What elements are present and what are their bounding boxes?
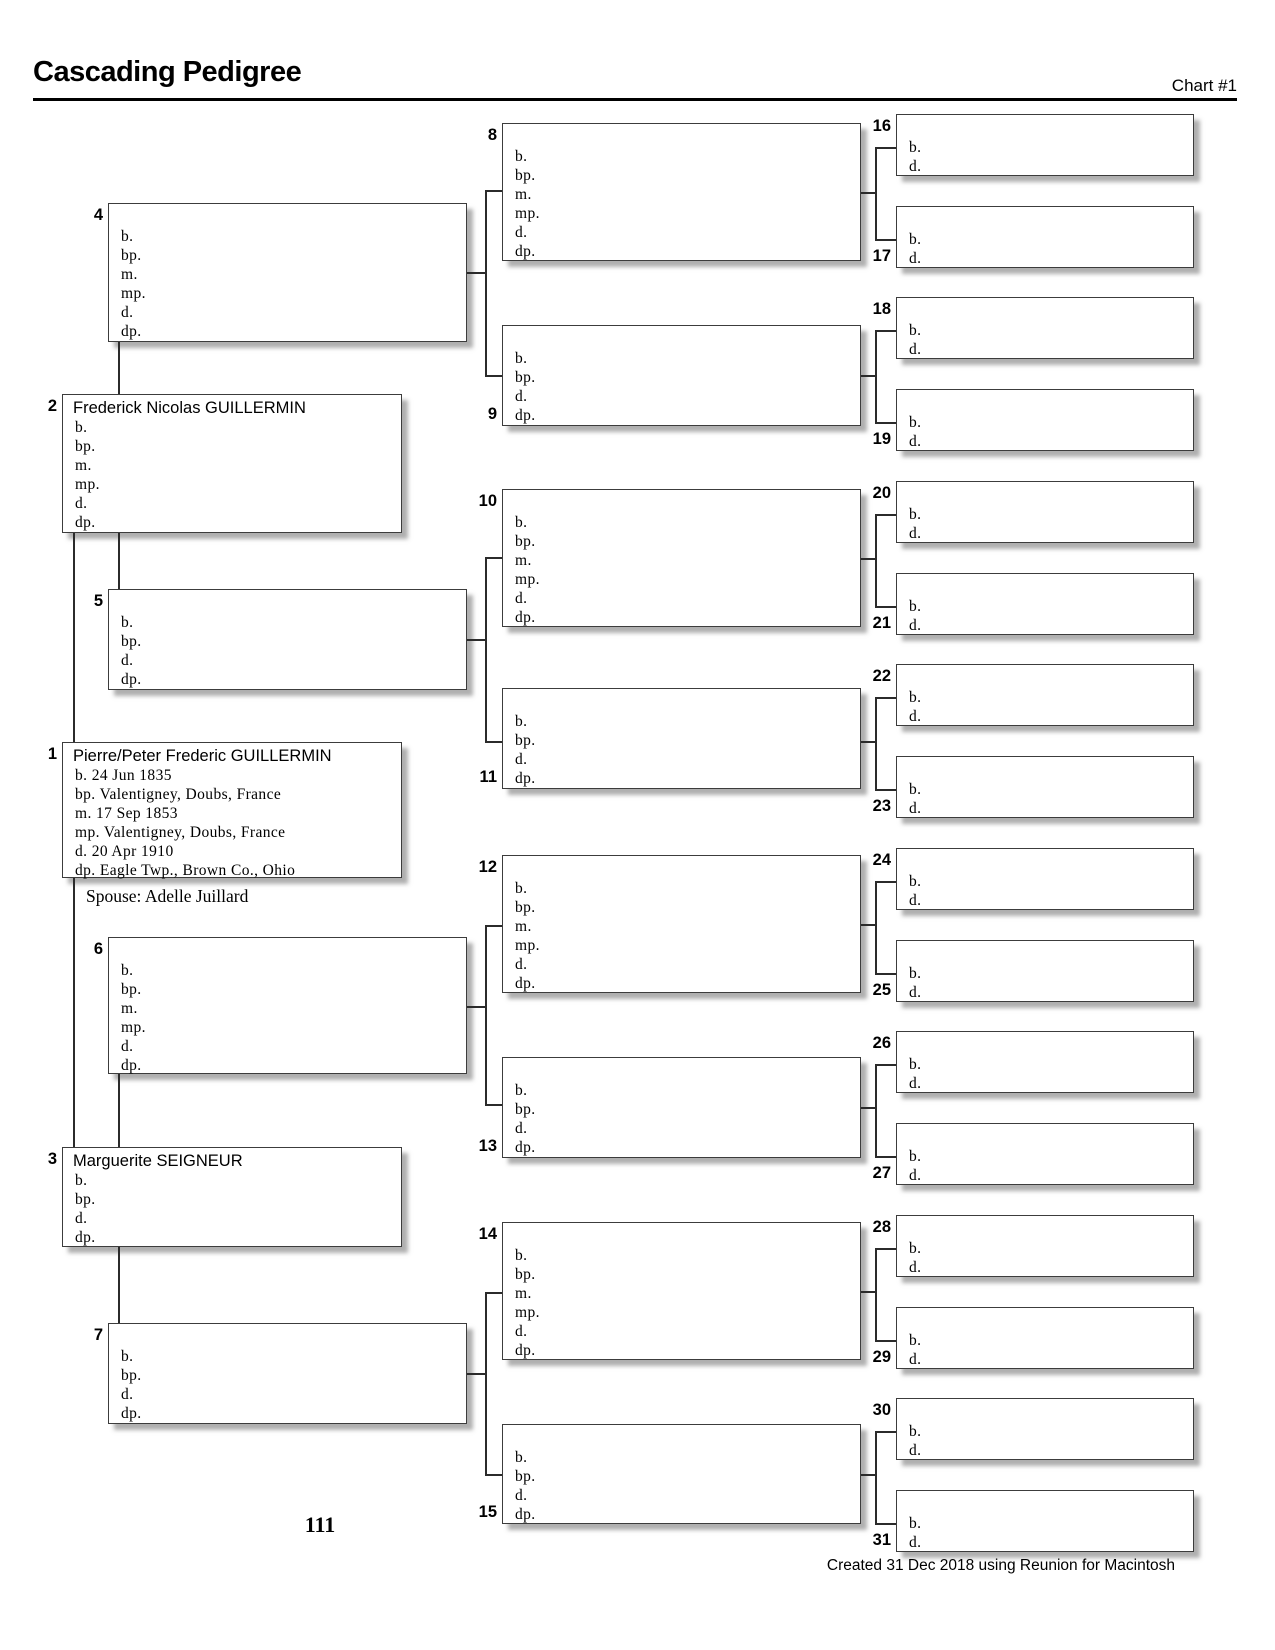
person-field-6-3: mp. [121,1019,146,1036]
person-name-3: Marguerite SEIGNEUR [73,1152,243,1170]
person-name-23 [897,757,1193,780]
person-field-7-0: b. [121,1348,134,1365]
person-name-13 [503,1058,860,1081]
person-field-4-2: m. [121,266,138,283]
person-number-27: 27 [872,1164,891,1182]
person-field-14-5: dp. [515,1342,536,1359]
person-number-14: 14 [478,1225,497,1243]
connector-line [485,741,502,743]
person-box-22 [896,664,1194,726]
person-box-12 [502,855,861,993]
connector-line [467,1006,485,1008]
connector-line [73,533,75,742]
person-number-25: 25 [872,981,891,999]
person-number-9: 9 [487,405,497,423]
person-field-10-4: d. [515,590,528,607]
person-box-2 [62,394,402,533]
person-field-17-1: d. [909,250,922,267]
person-field-9-2: d. [515,388,528,405]
person-field-19-0: b. [909,414,922,431]
person-number-16: 16 [872,117,891,135]
person-number-5: 5 [93,592,103,610]
person-box-5 [108,589,467,690]
person-field-2-1: bp. [75,438,96,455]
person-box-25 [896,940,1194,1002]
connector-line [875,1248,896,1250]
person-box-16 [896,114,1194,176]
person-field-14-4: d. [515,1323,528,1340]
person-field-13-2: d. [515,1120,528,1137]
person-field-7-1: bp. [121,1367,142,1384]
person-field-5-3: dp. [121,671,142,688]
person-field-16-0: b. [909,139,922,156]
connector-line [875,1064,877,1156]
person-field-15-3: dp. [515,1506,536,1523]
title-rule [33,98,1237,101]
person-field-2-2: m. [75,457,92,474]
person-name-31 [897,1491,1193,1514]
person-field-28-1: d. [909,1259,922,1276]
person-field-9-1: bp. [515,369,536,386]
person-field-11-0: b. [515,713,528,730]
person-field-26-1: d. [909,1075,922,1092]
person-name-24 [897,849,1193,872]
person-box-19 [896,389,1194,451]
person-name-26 [897,1032,1193,1055]
person-box-13 [502,1057,861,1158]
person-field-29-0: b. [909,1332,922,1349]
person-name-21 [897,574,1193,597]
person-field-6-0: b. [121,962,134,979]
connector-line [875,1431,877,1523]
person-field-27-1: d. [909,1167,922,1184]
person-field-16-1: d. [909,158,922,175]
person-field-1-0: b. 24 Jun 1835 [75,767,172,784]
connector-line [875,881,896,883]
person-number-26: 26 [872,1034,891,1052]
person-number-22: 22 [872,667,891,685]
person-number-31: 31 [872,1531,891,1549]
person-field-20-1: d. [909,525,922,542]
person-field-12-5: dp. [515,975,536,992]
connector-line [485,1292,487,1474]
person-field-6-5: dp. [121,1057,142,1074]
person-field-10-0: b. [515,514,528,531]
person-field-1-2: m. 17 Sep 1853 [75,805,178,822]
person-name-22 [897,665,1193,688]
person-field-12-1: bp. [515,899,536,916]
person-number-18: 18 [872,300,891,318]
spouse-note: Spouse: Adelle Juillard [86,886,249,906]
person-number-29: 29 [872,1348,891,1366]
connector-line [861,1291,875,1293]
person-field-12-0: b. [515,880,528,897]
connector-line [861,1474,875,1476]
person-field-11-2: d. [515,751,528,768]
person-field-8-1: bp. [515,167,536,184]
connector-line [875,1431,896,1433]
person-field-4-1: bp. [121,247,142,264]
connector-line [875,1248,877,1340]
person-field-3-3: dp. [75,1229,96,1246]
connector-line [485,190,502,192]
person-field-10-2: m. [515,552,532,569]
person-field-5-1: bp. [121,633,142,650]
person-field-18-0: b. [909,322,922,339]
person-name-18 [897,298,1193,321]
person-name-28 [897,1216,1193,1239]
person-field-13-1: bp. [515,1101,536,1118]
person-name-27 [897,1124,1193,1147]
person-box-1 [62,742,402,878]
person-field-17-0: b. [909,231,922,248]
connector-line [875,330,896,332]
person-field-14-3: mp. [515,1304,540,1321]
person-name-19 [897,390,1193,413]
person-field-31-1: d. [909,1534,922,1551]
person-name-7 [109,1324,466,1347]
person-field-1-1: bp. Valentigney, Doubs, France [75,786,282,803]
connector-line [485,1292,502,1294]
person-field-18-1: d. [909,341,922,358]
person-box-23 [896,756,1194,818]
person-field-25-0: b. [909,965,922,982]
person-field-4-4: d. [121,304,134,321]
connector-line [875,239,896,241]
person-name-6 [109,938,466,961]
connector-line [73,878,75,1147]
person-field-30-1: d. [909,1442,922,1459]
person-name-4 [109,204,466,227]
person-name-25 [897,941,1193,964]
person-field-14-0: b. [515,1247,528,1264]
person-field-8-3: mp. [515,205,540,222]
connector-line [875,1340,896,1342]
connector-line [875,147,896,149]
connector-line [118,342,120,394]
connector-line [875,789,896,791]
person-box-27 [896,1123,1194,1185]
person-box-21 [896,573,1194,635]
connector-line [485,190,487,375]
connector-line [467,639,485,641]
footer-credit: Created 31 Dec 2018 using Reunion for Macintosh [826,1557,1175,1574]
person-field-10-5: dp. [515,609,536,626]
connector-line [118,1074,120,1147]
person-box-18 [896,297,1194,359]
person-number-24: 24 [872,851,891,869]
person-field-8-4: d. [515,224,528,241]
person-box-15 [502,1424,861,1524]
person-name-12 [503,856,860,879]
person-field-31-0: b. [909,1515,922,1532]
person-number-8: 8 [487,126,497,144]
person-field-29-1: d. [909,1351,922,1368]
person-field-6-1: bp. [121,981,142,998]
person-number-4: 4 [93,206,103,224]
person-name-1: Pierre/Peter Frederic GUILLERMIN [73,747,332,765]
person-field-4-5: dp. [121,323,142,340]
person-field-23-1: d. [909,800,922,817]
connector-line [875,1156,896,1158]
person-field-1-3: mp. Valentigney, Doubs, France [75,824,286,841]
connector-line [118,1247,120,1323]
person-field-11-1: bp. [515,732,536,749]
person-field-21-0: b. [909,598,922,615]
connector-line [875,697,877,789]
person-field-7-3: dp. [121,1405,142,1422]
person-field-19-1: d. [909,433,922,450]
person-number-3: 3 [47,1150,57,1168]
person-name-5 [109,590,466,613]
person-number-15: 15 [478,1503,497,1521]
connector-line [875,514,896,516]
connector-line [861,558,875,560]
person-box-28 [896,1215,1194,1277]
person-number-1: 1 [47,745,57,763]
person-box-7 [108,1323,467,1424]
person-field-10-1: bp. [515,533,536,550]
connector-line [875,973,896,975]
person-field-12-3: mp. [515,937,540,954]
person-number-6: 6 [93,940,103,958]
person-field-25-1: d. [909,984,922,1001]
person-name-11 [503,689,860,712]
chart-number-label: Chart #1 [1171,76,1237,95]
connector-line [875,1523,896,1525]
person-field-8-5: dp. [515,243,536,260]
connector-line [485,557,502,559]
person-name-10 [503,490,860,513]
page-title: Cascading Pedigree [33,56,302,88]
connector-line [485,925,502,927]
person-number-30: 30 [872,1401,891,1419]
person-number-20: 20 [872,484,891,502]
person-name-14 [503,1223,860,1246]
person-number-11: 11 [479,768,497,786]
connector-line [485,1104,502,1106]
person-box-8 [502,123,861,261]
person-field-5-0: b. [121,614,134,631]
person-box-11 [502,688,861,789]
person-box-3 [62,1147,402,1247]
person-field-8-0: b. [515,148,528,165]
connector-line [485,375,502,377]
person-field-1-5: dp. Eagle Twp., Brown Co., Ohio [75,862,296,879]
person-box-6 [108,937,467,1074]
person-field-14-1: bp. [515,1266,536,1283]
person-field-3-0: b. [75,1172,88,1189]
person-number-10: 10 [478,492,497,510]
person-name-15 [503,1425,860,1448]
person-box-4 [108,203,467,342]
person-number-17: 17 [872,247,891,265]
person-field-2-3: mp. [75,476,100,493]
person-field-30-0: b. [909,1423,922,1440]
person-field-3-1: bp. [75,1191,96,1208]
person-field-6-4: d. [121,1038,134,1055]
connector-line [861,192,875,194]
connector-line [875,422,896,424]
connector-line [485,557,487,741]
connector-line [875,697,896,699]
person-number-12: 12 [478,858,497,876]
person-field-9-3: dp. [515,407,536,424]
person-field-26-0: b. [909,1056,922,1073]
person-field-22-1: d. [909,708,922,725]
person-field-4-0: b. [121,228,134,245]
person-field-10-3: mp. [515,571,540,588]
person-field-13-0: b. [515,1082,528,1099]
person-number-23: 23 [872,797,891,815]
person-field-11-3: dp. [515,770,536,787]
person-field-2-0: b. [75,419,88,436]
person-field-21-1: d. [909,617,922,634]
person-box-20 [896,481,1194,543]
connector-line [861,1107,875,1109]
person-name-2: Frederick Nicolas GUILLERMIN [73,399,306,417]
person-field-22-0: b. [909,689,922,706]
connector-line [485,925,487,1104]
connector-line [118,533,120,589]
person-field-28-0: b. [909,1240,922,1257]
person-field-8-2: m. [515,186,532,203]
person-field-23-0: b. [909,781,922,798]
person-field-12-2: m. [515,918,532,935]
person-box-26 [896,1031,1194,1093]
connector-line [875,330,877,422]
person-box-29 [896,1307,1194,1369]
person-number-28: 28 [872,1218,891,1236]
person-field-2-5: dp. [75,514,96,531]
person-field-5-2: d. [121,652,134,669]
person-number-21: 21 [872,614,891,632]
person-name-16 [897,115,1193,138]
person-field-20-0: b. [909,506,922,523]
connector-line [861,375,875,377]
person-number-13: 13 [478,1137,497,1155]
person-field-15-2: d. [515,1487,528,1504]
person-field-14-2: m. [515,1285,532,1302]
person-box-30 [896,1398,1194,1460]
person-field-15-1: bp. [515,1468,536,1485]
person-field-2-4: d. [75,495,88,512]
person-field-4-3: mp. [121,285,146,302]
person-field-1-4: d. 20 Apr 1910 [75,843,174,860]
person-field-7-2: d. [121,1386,134,1403]
person-box-24 [896,848,1194,910]
connector-line [875,147,877,239]
person-field-12-4: d. [515,956,528,973]
connector-line [467,272,485,274]
person-field-24-1: d. [909,892,922,909]
person-field-24-0: b. [909,873,922,890]
person-number-2: 2 [47,397,57,415]
connector-line [485,1474,502,1476]
connector-line [875,881,877,973]
person-name-20 [897,482,1193,505]
person-field-3-2: d. [75,1210,88,1227]
connector-line [467,1373,485,1375]
person-name-9 [503,326,860,349]
person-number-19: 19 [872,430,891,448]
connector-line [875,514,877,606]
connector-line [875,606,896,608]
person-box-10 [502,489,861,627]
connector-line [875,1064,896,1066]
person-name-17 [897,207,1193,230]
person-box-31 [896,1490,1194,1552]
person-field-13-3: dp. [515,1139,536,1156]
person-box-9 [502,325,861,426]
connector-line [861,924,875,926]
person-field-9-0: b. [515,350,528,367]
person-field-15-0: b. [515,1449,528,1466]
person-number-7: 7 [93,1326,103,1344]
person-field-27-0: b. [909,1148,922,1165]
page-number: 111 [304,1512,336,1537]
person-name-29 [897,1308,1193,1331]
person-box-17 [896,206,1194,268]
person-name-30 [897,1399,1193,1422]
person-field-6-2: m. [121,1000,138,1017]
person-box-14 [502,1222,861,1360]
person-name-8 [503,124,860,147]
connector-line [861,741,875,743]
